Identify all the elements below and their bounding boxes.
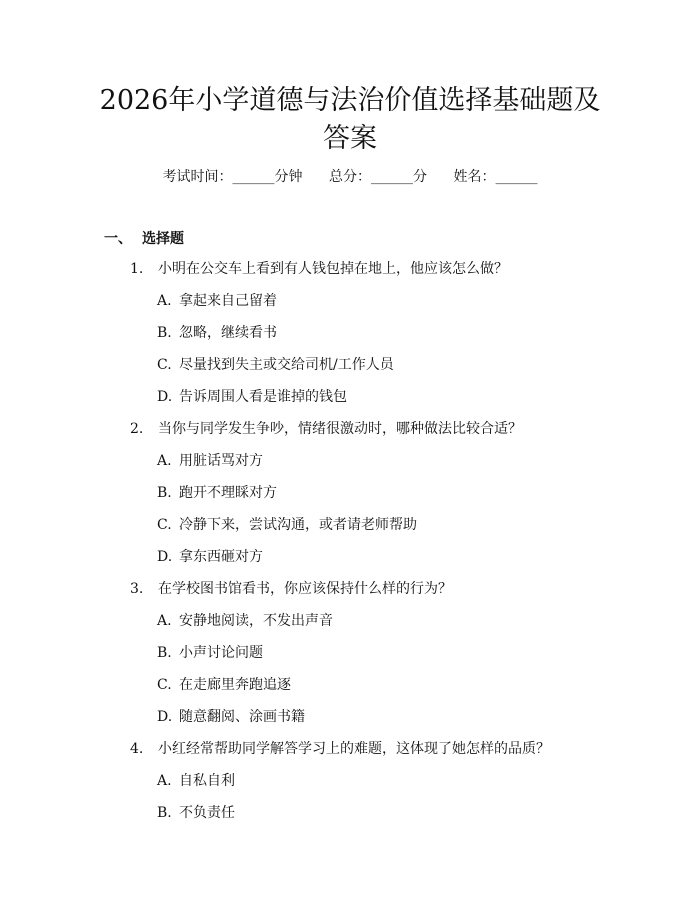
option-letter: D.: [157, 549, 173, 565]
question-text: 小红经常帮助同学解答学习上的难题，这体现了她怎样的品质？: [158, 741, 550, 757]
option: [0, 483, 700, 515]
question-text: 在学校图书馆看书，你应该保持什么样的行为？: [158, 581, 452, 597]
question-stem: [0, 739, 700, 771]
option-text: 用脏话骂对方: [179, 453, 263, 469]
question-number: 3.: [130, 581, 144, 597]
section-heading: [104, 229, 184, 249]
option: [0, 803, 700, 835]
total-score-field: 总分：______分: [329, 169, 427, 185]
question: [0, 579, 700, 739]
question-stem: [0, 259, 700, 291]
option-letter: A.: [157, 453, 172, 469]
question: [0, 259, 700, 419]
option-text: 不负责任: [179, 805, 235, 821]
option: [0, 355, 700, 387]
question-stem: [0, 579, 700, 611]
option-text: 在走廊里奔跑追逐: [179, 677, 291, 693]
option-letter: B.: [157, 805, 172, 821]
question-number: 4.: [130, 741, 144, 757]
option-letter: C.: [157, 517, 172, 533]
option: [0, 771, 700, 803]
option-letter: B.: [157, 485, 172, 501]
question-stem: [0, 419, 700, 451]
option-text: 尽量找到失主或交给司机/工作人员: [179, 357, 394, 373]
option-letter: C.: [157, 677, 172, 693]
question-text: 小明在公交车上看到有人钱包掉在地上，他应该怎么做？: [158, 261, 508, 277]
section-number: 一、: [104, 231, 132, 247]
document-title: 2026年小学道德与法治价值选择基础题及答案: [99, 85, 601, 154]
option: [0, 675, 700, 707]
option: [0, 291, 700, 323]
option-text: 自私自利: [179, 773, 235, 789]
question-list: [0, 259, 700, 835]
option: [0, 515, 700, 547]
option-text: 拿东西砸对方: [179, 549, 263, 565]
exam-info: [0, 167, 700, 187]
option-text: 告诉周围人看是谁掉的钱包: [179, 389, 347, 405]
option-text: 跑开不理睬对方: [179, 485, 277, 501]
option: [0, 387, 700, 419]
option: [0, 611, 700, 643]
option-letter: B.: [157, 325, 172, 341]
option: [0, 643, 700, 675]
option-text: 安静地阅读，不发出声音: [179, 613, 333, 629]
option-text: 冷静下来，尝试沟通，或者请老师帮助: [179, 517, 417, 533]
option-letter: B.: [157, 645, 172, 661]
name-field: 姓名：______: [453, 169, 538, 185]
option-letter: A.: [157, 773, 172, 789]
question-text: 当你与同学发生争吵，情绪很激动时，哪种做法比较合适？: [158, 421, 522, 437]
option-letter: D.: [157, 389, 173, 405]
question: [0, 739, 700, 835]
option-text: 小声讨论问题: [179, 645, 263, 661]
question: [0, 419, 700, 579]
option-text: 忽略，继续看书: [179, 325, 277, 341]
option: [0, 323, 700, 355]
exam-time-field: 考试时间：______分钟: [162, 169, 303, 185]
option-text: 拿起来自己留着: [179, 293, 277, 309]
section-title: 选择题: [142, 231, 184, 247]
option-letter: A.: [157, 613, 172, 629]
option-letter: A.: [157, 293, 172, 309]
option-letter: D.: [157, 709, 173, 725]
question-number: 1.: [130, 261, 144, 277]
option-letter: C.: [157, 357, 172, 373]
option: [0, 707, 700, 739]
question-number: 2.: [130, 421, 144, 437]
option-text: 随意翻阅、涂画书籍: [179, 709, 305, 725]
option: [0, 547, 700, 579]
option: [0, 451, 700, 483]
